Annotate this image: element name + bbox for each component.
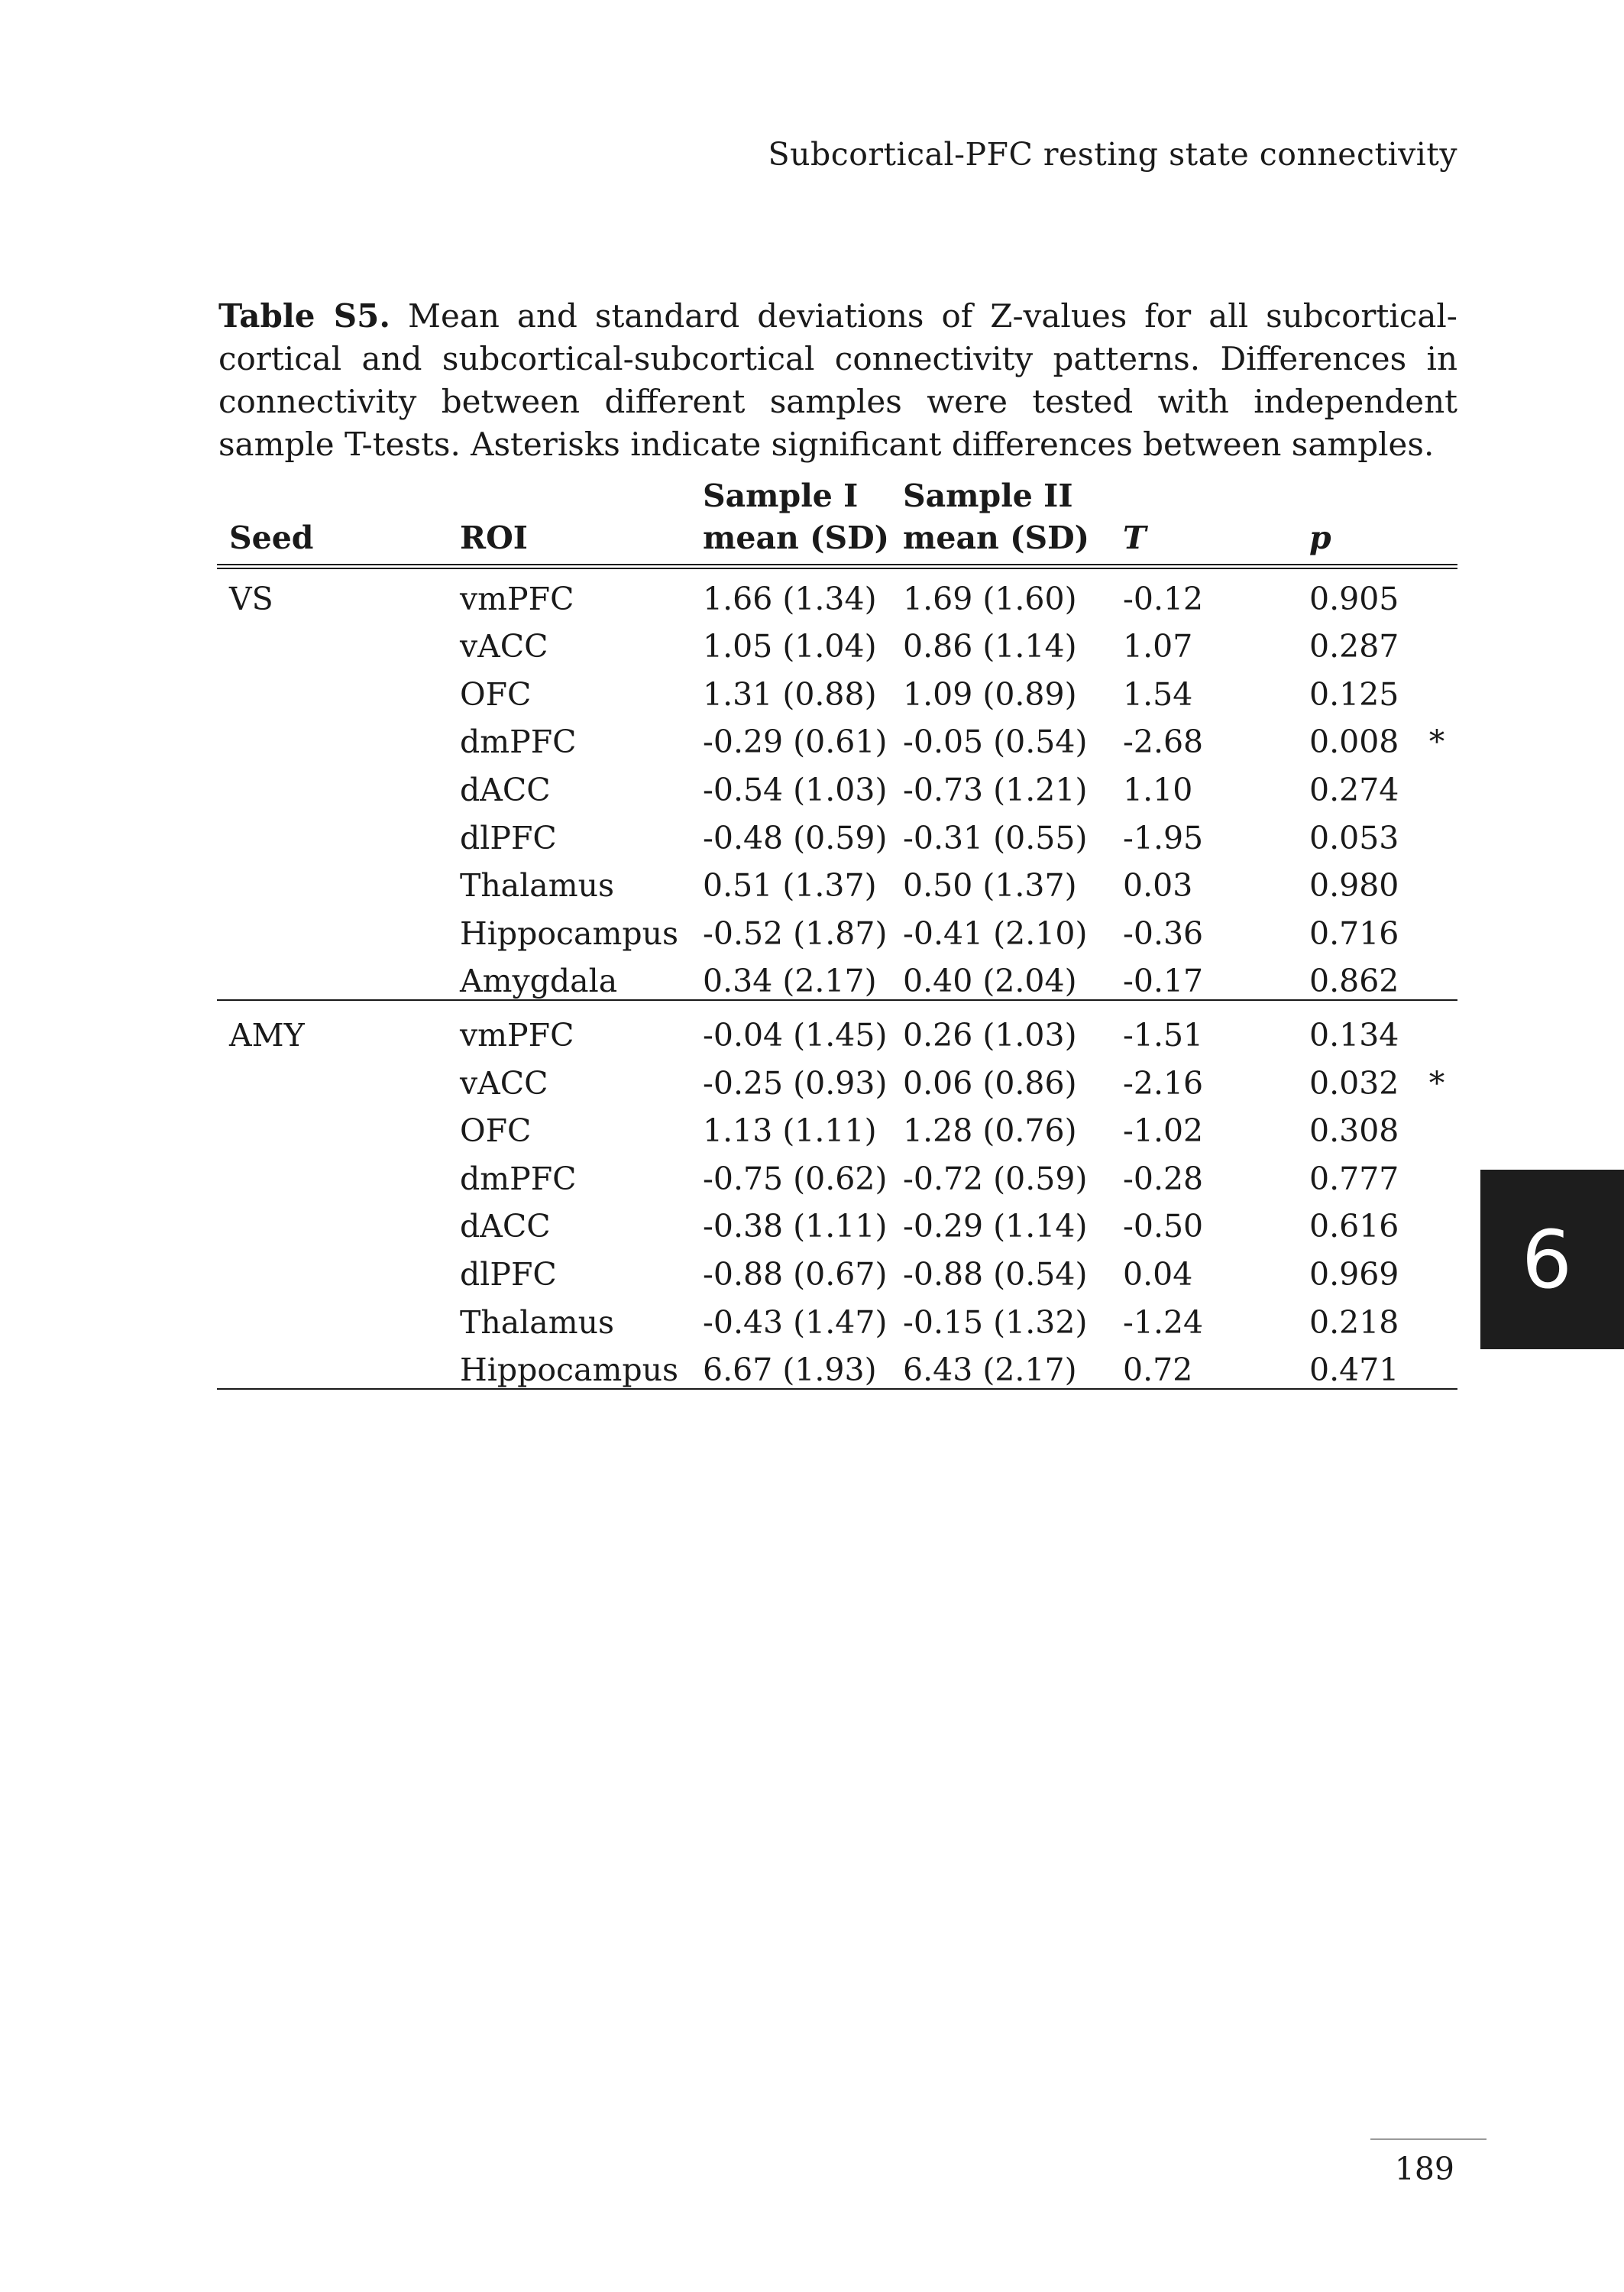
header-seed: Seed <box>229 520 314 556</box>
sample-2-cell: 1.69 (1.60) <box>903 580 1077 617</box>
significance-cell <box>1416 1341 1457 1390</box>
t-value-cell: -1.95 <box>1123 819 1204 856</box>
roi-cell: Thalamus <box>460 867 615 905</box>
sample-1-cell: -0.43 (1.47) <box>703 1303 888 1341</box>
significance-cell <box>1416 808 1457 856</box>
sample-1-cell: -0.75 (0.62) <box>703 1160 888 1197</box>
header-significance <box>1416 475 1457 567</box>
table-row <box>217 1102 1457 1150</box>
roi-cell: vmPFC <box>460 580 574 617</box>
table-row <box>217 1054 1457 1102</box>
sample-1-cell: 1.05 (1.04) <box>703 628 877 665</box>
t-value-cell: -0.36 <box>1123 915 1204 952</box>
t-value-cell: 1.07 <box>1123 628 1193 665</box>
roi-cell: vACC <box>460 628 548 665</box>
header-sample-2-line-2: mean (SD) <box>903 520 1090 556</box>
significance-cell <box>1416 1000 1457 1054</box>
p-value-cell: 0.218 <box>1309 1303 1399 1341</box>
sample-1-cell: -0.48 (0.59) <box>703 819 888 856</box>
t-value-cell: -0.12 <box>1123 580 1204 617</box>
significance-cell <box>1416 760 1457 808</box>
t-value-cell: -0.28 <box>1123 1160 1204 1197</box>
p-value-cell: 0.125 <box>1309 675 1399 713</box>
header-sample-1-line-2: mean (SD) <box>703 520 890 556</box>
connectivity-table <box>217 475 1457 1390</box>
p-value-cell: 0.905 <box>1309 580 1399 617</box>
significance-cell <box>1416 952 1457 1001</box>
seed-cell <box>217 904 460 952</box>
sample-2-cell: 6.43 (2.17) <box>903 1341 1114 1390</box>
significance-cell <box>1416 1102 1457 1150</box>
sample-2-cell: -0.29 (1.14) <box>903 1208 1088 1245</box>
seed-cell <box>217 1197 460 1245</box>
table-row <box>217 1197 1457 1245</box>
footer-rule <box>1370 2138 1487 2140</box>
seed-cell: VS <box>229 580 273 617</box>
p-value-cell: 0.616 <box>1309 1208 1399 1245</box>
p-value-cell: 0.969 <box>1309 1255 1399 1293</box>
page-number: 189 <box>1394 2151 1454 2187</box>
seed-cell: AMY <box>229 1016 305 1054</box>
roi-cell: dmPFC <box>460 724 577 761</box>
seed-cell <box>217 856 460 905</box>
table-row <box>217 952 1457 1001</box>
table-row <box>217 665 1457 713</box>
sample-2-cell: 1.09 (0.89) <box>903 675 1077 713</box>
sample-2-cell: -0.72 (0.59) <box>903 1160 1088 1197</box>
significance-cell: * <box>1428 724 1445 761</box>
roi-cell: Hippocampus <box>460 1341 703 1390</box>
table-row <box>217 617 1457 665</box>
seed-cell <box>217 713 460 761</box>
header-p: p <box>1309 520 1331 556</box>
sample-1-cell: -0.52 (1.87) <box>703 915 888 952</box>
header-sample-2 <box>903 475 1114 567</box>
header-sample-1 <box>703 475 903 567</box>
roi-cell: dACC <box>460 771 551 808</box>
caption-text: Mean and standard deviations of Z-values for all subcortical-cortical and subcortical-subcortical connectivity patterns. Differences in connectivity between different samples were tested with independent sample T-tests. Asterisks indicate significant differences between samples. <box>218 297 1457 463</box>
significance-cell <box>1416 856 1457 905</box>
table-row <box>217 1341 1457 1390</box>
table-caption <box>218 295 1457 466</box>
sample-1-cell: 0.34 (2.17) <box>703 952 903 1001</box>
t-value-cell: 0.04 <box>1123 1255 1193 1293</box>
header-row <box>217 475 1457 567</box>
sample-2-cell: -0.73 (1.21) <box>903 771 1088 808</box>
p-value-cell: 0.274 <box>1309 771 1399 808</box>
p-value-cell: 0.716 <box>1309 915 1399 952</box>
sample-2-cell: 0.26 (1.03) <box>903 1016 1077 1054</box>
table-row <box>217 760 1457 808</box>
table-row <box>217 1000 1457 1054</box>
roi-cell: OFC <box>460 675 532 713</box>
roi-cell: OFC <box>460 1112 532 1150</box>
sample-1-cell: 0.51 (1.37) <box>703 867 877 905</box>
t-value-cell: 0.72 <box>1114 1341 1309 1390</box>
table-row <box>217 1149 1457 1197</box>
significance-cell <box>1416 1245 1457 1293</box>
t-value-cell: 1.10 <box>1123 771 1193 808</box>
sample-2-cell: -0.88 (0.54) <box>903 1255 1088 1293</box>
significance-cell <box>1416 567 1457 617</box>
t-value-cell: -0.50 <box>1123 1208 1204 1245</box>
roi-cell: dlPFC <box>460 1255 557 1293</box>
significance-cell <box>1416 617 1457 665</box>
table-row <box>217 567 1457 617</box>
sample-2-cell: 0.86 (1.14) <box>903 628 1077 665</box>
significance-cell <box>1416 1293 1457 1341</box>
t-value-cell: -1.02 <box>1123 1112 1204 1150</box>
sample-1-cell: 1.31 (0.88) <box>703 675 877 713</box>
sample-2-cell: -0.05 (0.54) <box>903 724 1088 761</box>
significance-cell <box>1416 1197 1457 1245</box>
p-value-cell: 0.032 <box>1309 1064 1399 1102</box>
running-head: Subcortical-PFC resting state connectivity <box>768 136 1457 173</box>
t-value-cell: -1.24 <box>1123 1303 1204 1341</box>
sample-2-cell: 0.50 (1.37) <box>903 867 1077 905</box>
sample-1-cell: -0.29 (0.61) <box>703 724 888 761</box>
sample-1-cell: 1.66 (1.34) <box>703 580 877 617</box>
roi-cell: Amygdala <box>460 952 703 1001</box>
header-sample-1-line-1: Sample I <box>703 478 859 514</box>
caption-label: Table S5. <box>218 297 390 335</box>
t-value-cell: -2.16 <box>1123 1064 1204 1102</box>
roi-cell: vACC <box>460 1064 548 1102</box>
significance-cell <box>1416 665 1457 713</box>
sample-1-cell: 1.13 (1.11) <box>703 1112 877 1150</box>
significance-cell <box>1416 904 1457 952</box>
p-value-cell: 0.862 <box>1309 952 1416 1001</box>
header-t: T <box>1123 520 1147 556</box>
p-value-cell: 0.287 <box>1309 628 1399 665</box>
seed-cell <box>217 1149 460 1197</box>
seed-cell <box>217 808 460 856</box>
p-value-cell: 0.134 <box>1309 1016 1399 1054</box>
table-body <box>217 567 1457 1390</box>
table-row <box>217 856 1457 905</box>
sample-1-cell: -0.88 (0.67) <box>703 1255 888 1293</box>
p-value-cell: 0.008 <box>1309 724 1399 761</box>
seed-cell <box>217 1102 460 1150</box>
table-row <box>217 1293 1457 1341</box>
sample-2-cell: -0.41 (2.10) <box>903 915 1088 952</box>
t-value-cell: -2.68 <box>1123 724 1204 761</box>
seed-cell <box>217 1245 460 1293</box>
sample-1-cell: -0.04 (1.45) <box>703 1016 888 1054</box>
p-value-cell: 0.308 <box>1309 1112 1399 1150</box>
t-value-cell: -1.51 <box>1123 1016 1204 1054</box>
sample-2-cell: -0.31 (0.55) <box>903 819 1088 856</box>
roi-cell: Thalamus <box>460 1303 615 1341</box>
seed-cell <box>217 760 460 808</box>
table-row <box>217 713 1457 761</box>
p-value-cell: 0.471 <box>1309 1341 1416 1390</box>
t-value-cell: 0.03 <box>1123 867 1193 905</box>
p-value-cell: 0.053 <box>1309 819 1399 856</box>
table-row <box>217 808 1457 856</box>
roi-cell: dmPFC <box>460 1160 577 1197</box>
sample-1-cell: -0.25 (0.93) <box>703 1064 888 1102</box>
seed-cell <box>217 1054 460 1102</box>
p-value-cell: 0.777 <box>1309 1160 1399 1197</box>
chapter-tab: 6 <box>1480 1170 1624 1349</box>
seed-cell <box>217 952 460 1001</box>
sample-1-cell: -0.54 (1.03) <box>703 771 888 808</box>
table-row <box>217 904 1457 952</box>
header-roi: ROI <box>460 520 528 556</box>
sample-2-cell: 0.06 (0.86) <box>903 1064 1077 1102</box>
seed-cell <box>217 1293 460 1341</box>
sample-1-cell: 6.67 (1.93) <box>703 1341 903 1390</box>
sample-2-cell: 1.28 (0.76) <box>903 1112 1077 1150</box>
roi-cell: Hippocampus <box>460 915 679 952</box>
roi-cell: dlPFC <box>460 819 557 856</box>
p-value-cell: 0.980 <box>1309 867 1399 905</box>
seed-cell <box>217 665 460 713</box>
table-row <box>217 1245 1457 1293</box>
significance-cell: * <box>1428 1064 1445 1102</box>
sample-2-cell: 0.40 (2.04) <box>903 952 1114 1001</box>
roi-cell: vmPFC <box>460 1016 574 1054</box>
seed-cell <box>217 1341 460 1390</box>
seed-cell <box>217 617 460 665</box>
roi-cell: dACC <box>460 1208 551 1245</box>
significance-cell <box>1416 1149 1457 1197</box>
t-value-cell: 1.54 <box>1123 675 1193 713</box>
sample-1-cell: -0.38 (1.11) <box>703 1208 888 1245</box>
sample-2-cell: -0.15 (1.32) <box>903 1303 1088 1341</box>
header-sample-2-line-1: Sample II <box>903 478 1073 514</box>
t-value-cell: -0.17 <box>1114 952 1309 1001</box>
